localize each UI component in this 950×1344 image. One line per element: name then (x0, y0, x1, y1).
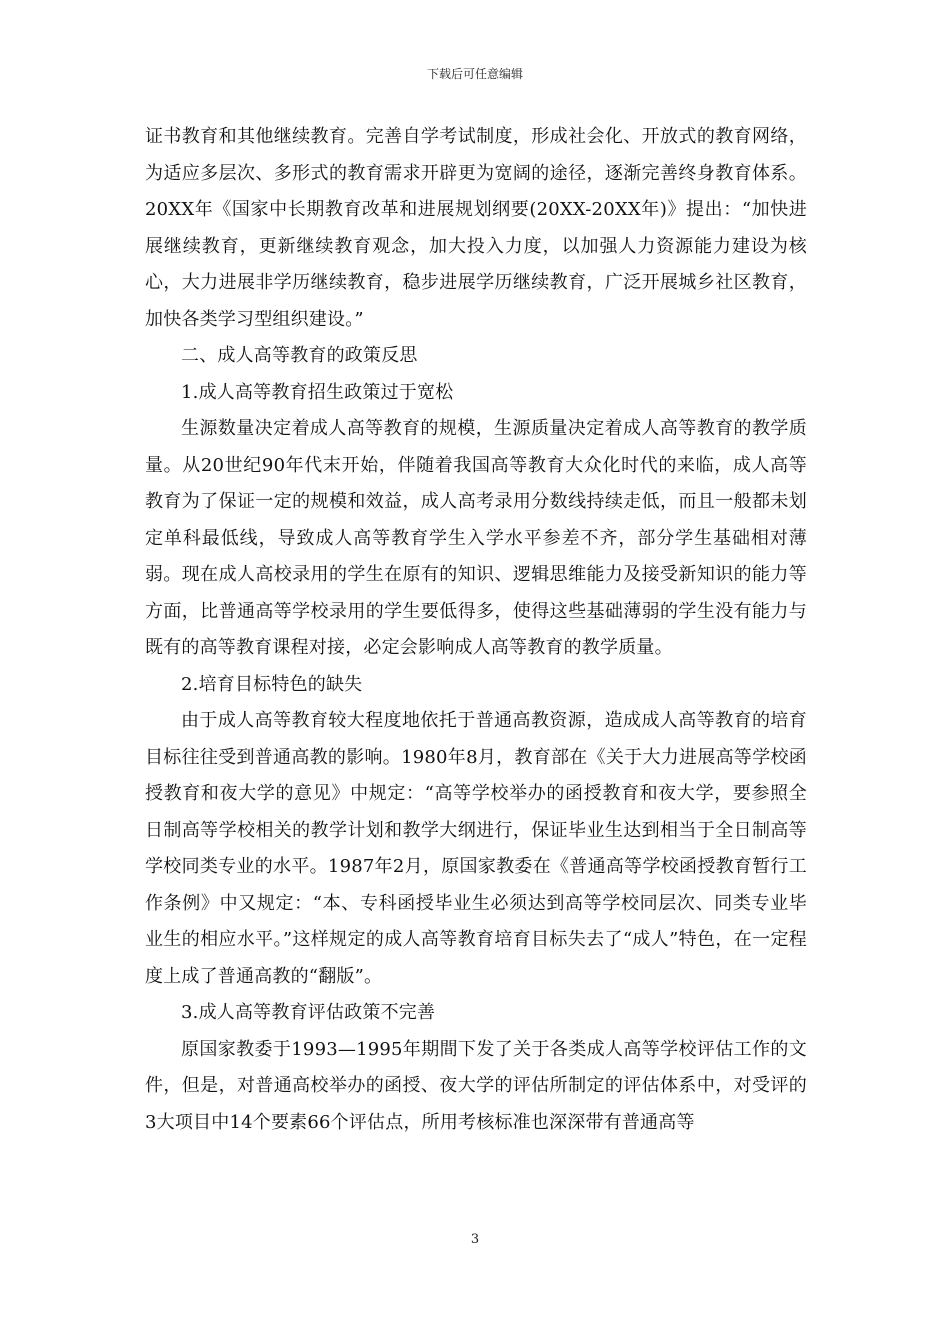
paragraph-evaluation-policy: 原国家教委于1993—1995年期間下发了关于各类成人高等学校评估工作的文件，但是，对普通高校举办的函授、夜大学的评估所制定的评估体系中，对受评的3大项目中14个要素66个评估点，所用考核标准也深深带有普通高等 (145, 1038, 807, 1133)
subheading-enrollment-policy: 1.成人高等教育招生政策过于宽松 (181, 381, 454, 403)
subheading-training-goals: 2.培育目标特色的缺失 (181, 673, 363, 695)
paragraph-enrollment-policy: 生源数量决定着成人高等教育的规模，生源质量决定着成人高等教育的教学质量。从20世纪90年代末开始，伴随着我国高等教育大众化时代的来临，成人高等教育为了保证一定的规模和效益，成人高考录用分数线持续走低，而且一般都未划定单科最低线，导致成人高等教育学生入学水平参差不齐，部分学生基础相对薄弱。现在成人高校录用的学生在原有的知识、逻辑思维能力及接受新知识的能力等方面，比普通高等学校录用的学生要低得多，使得这些基础薄弱的学生没有能力与既有的高等教育课程对接，必定会影响成人高等教育的教学质量。 (145, 418, 807, 658)
section-heading: 二、成人高等教育的政策反思 (181, 345, 418, 366)
paragraph-training-goals: 由于成人高等教育较大程度地依托于普通高教资源，造成成人高等教育的培育目标往往受到普通高教的影响。1980年8月，教育部在《关于大力进展高等学校函授教育和夜大学的意见》中规定：“高等学校举办的函授教育和夜大学，要参照全日制高等学校相关的教学计划和教学大纲进行，保证毕业生达到相当于全日制高等学校同类专业的水平。1987年2月，原国家教委在《普通高等学校函授教育暂行工作条例》中又规定：“本、专科函授毕业生必须达到高等学校同层次、同类专业毕业生的相应水平。”这样规定的成人高等教育培育目标失去了“成人”特色，在一定程度上成了普通高教的“翻版”。 (145, 710, 807, 987)
document-body (145, 119, 807, 1141)
paragraph-continued: 证书教育和其他继续教育。完善自学考试制度，形成社会化、开放式的教育网络，为适应多层次、多形式的教育需求开辟更为宽阔的途径，逐渐完善终身教育体系。20XX年《国家中长期教育改革和进展规划纲要(20XX-20XX年)》提出：“加快进展继续教育，更新继续教育观念，加大投入力度，以加强人力资源能力建设为核心，大力进展非学历继续教育，稳步进展学历继续教育，广泛开展城乡社区教育，加快各类学习型组织建设。” (145, 126, 807, 330)
page-header: 下载后可任意编辑 (426, 67, 523, 81)
subheading-evaluation-policy: 3.成人高等教育评估政策不完善 (181, 1002, 436, 1023)
page-number: 3 (470, 1232, 480, 1247)
